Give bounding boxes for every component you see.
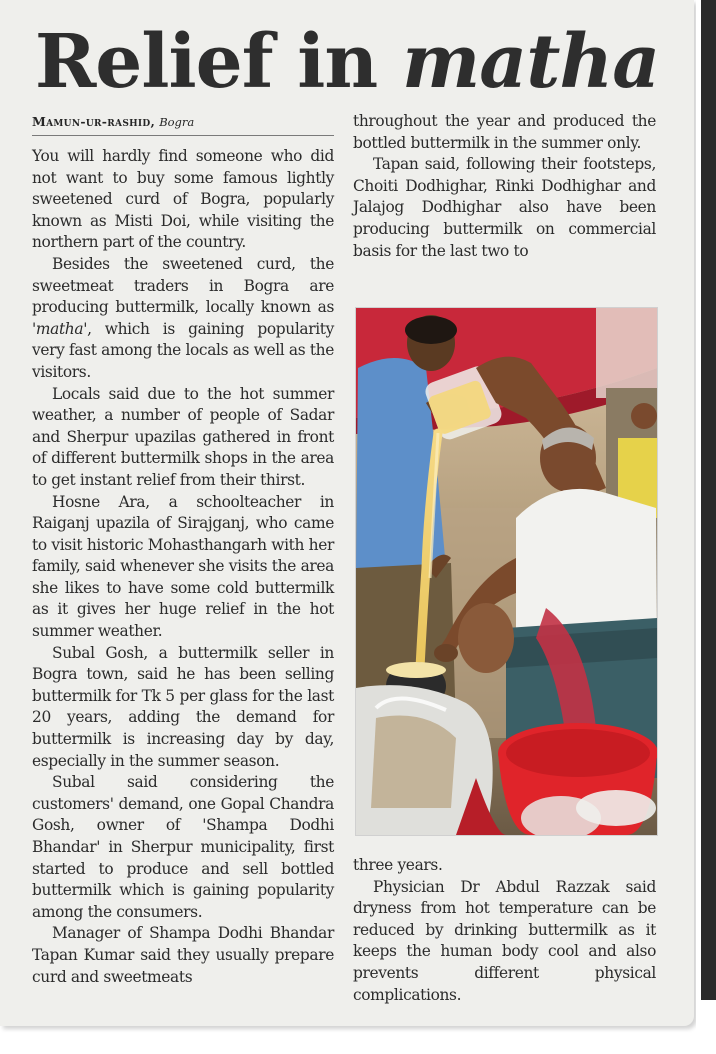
paragraph: Tapan said, following their footsteps, Choiti Dodhighar, Rinki Dodhighar and Jalajog Dodhighar also have been producing buttermilk on commercial basis for the last two to xyxy=(353,155,656,260)
paragraph: three years. xyxy=(353,856,443,874)
article-column-2-top xyxy=(353,111,656,262)
paragraph-italic: matha xyxy=(35,319,84,338)
news-photo xyxy=(355,307,658,836)
paragraph: Subal said considering the customers' demand, one Gopal Chandra Gosh, owner of 'Shampa Dodhi Bhandar' in Sherpur municipality, first started to produce and sell bottled buttermilk which is gaining popularity among the consumers. xyxy=(32,773,334,921)
byline xyxy=(32,114,334,136)
headline xyxy=(0,19,694,105)
dark-edge-bar xyxy=(701,0,716,1000)
paragraph-text: Besides the sweetened curd, the sweetmeat traders in Bogra are producing buttermilk, locally known as ' xyxy=(32,254,334,338)
paragraph: Hosne Ara, a schoolteacher in Raiganj upazila of Sirajganj, who came to visit historic Mohasthangarh with her family, said whenever she visits the area she likes to have some cold buttermilk as it gives her huge relief in the hot summer weather. xyxy=(32,492,334,641)
paragraph: Physician Dr Abdul Razzak said dryness from hot temperature can be reduced by drinking buttermilk as it keeps the human body cool and also prevents different physical complications. xyxy=(353,877,656,1004)
paragraph xyxy=(32,254,334,384)
headline-part1: Relief in xyxy=(34,19,378,105)
paragraph: throughout the year and produced the bottled buttermilk in the summer only. xyxy=(353,112,656,152)
headline-part2: matha xyxy=(401,19,660,105)
photo-buttermilk-pouring xyxy=(356,308,657,835)
paragraph: Subal Gosh, a buttermilk seller in Bogra town, said he has been selling buttermilk for Tk 5 per glass for the last 20 years, adding the demand for buttermilk is increasing day by day, especially in the summer season. xyxy=(32,643,334,770)
paragraph-text: ', which is gaining popularity very fast among the locals as well as the visitors. xyxy=(32,319,334,381)
byline-author: Mamun-ur-rashid, xyxy=(32,114,156,129)
paragraph: Locals said due to the hot summer weather, a number of people of Sadar and Sherpur upazilas gathered in front of different buttermilk shops in the area to get instant relief from their thirst. xyxy=(32,384,334,489)
paragraph: You will hardly find someone who did not want to buy some famous lightly sweetened curd of Bogra, popularly known as Misti Doi, while visiting the northern part of the country. xyxy=(32,147,334,252)
article-column-1 xyxy=(32,146,334,988)
paragraph: Manager of Shampa Dodhi Bhandar Tapan Kumar said they usually prepare curd and sweetmeats xyxy=(32,924,334,986)
article-column-2-bottom xyxy=(353,855,656,1006)
byline-place: Bogra xyxy=(159,115,195,129)
